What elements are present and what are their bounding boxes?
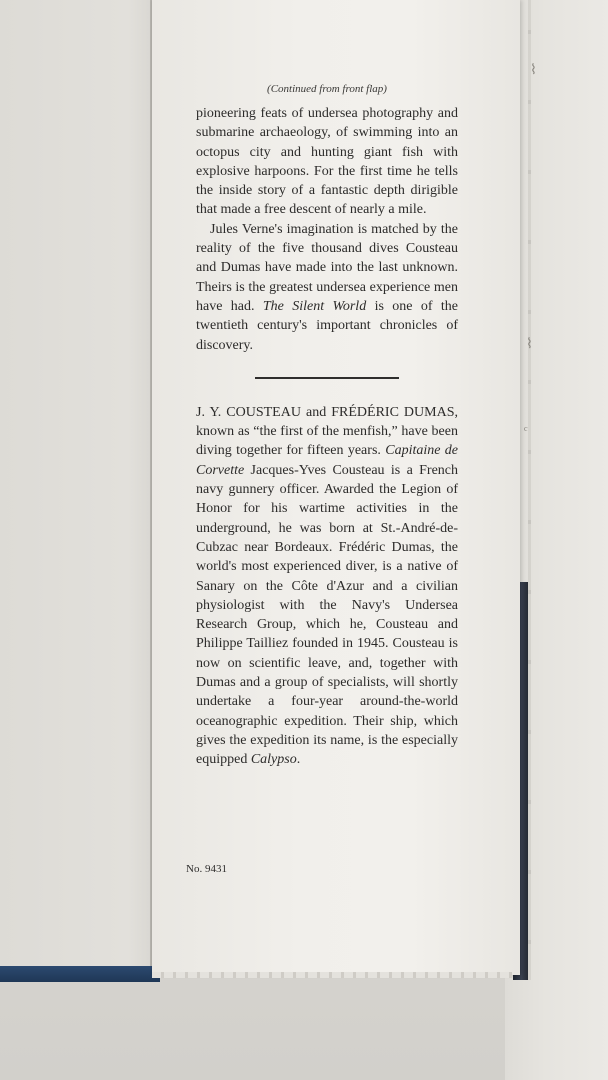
bio-rank: Capitaine de Corvette: [196, 443, 459, 478]
book-cover-left: [0, 0, 160, 972]
continued-note: (Continued from front flap): [267, 83, 387, 95]
bio-text-1: J. Y. COUSTEAU and FRÉDÉRIC DUMAS, known as “the first of the menfish,” have been diving together for fifteen years.: [196, 404, 458, 459]
paper-scuff-mark: ⌇: [526, 337, 533, 352]
torn-jacket-edge: [528, 0, 531, 980]
cover-blue-edge: [0, 966, 160, 982]
book-title: The Silent World: [262, 298, 367, 314]
flap-ragged-bottom-edge: [152, 972, 512, 978]
paper-scuff-mark: ᶜ: [524, 424, 528, 439]
paragraph-2-text: Jules Verne's imagination is matched by the reality of the five thousand dives Cousteau and Dumas have made into the last unknown. Theirs is the greatest undersea experience men have had.: [196, 221, 458, 314]
body-paragraph-2: [196, 220, 458, 355]
catalog-number: No. 9431: [186, 863, 227, 875]
paragraph-2-ending: is one of the twentieth century's important chronicles of discovery.: [196, 298, 458, 353]
flap-text-column: [196, 82, 458, 770]
bio-text-2: Jacques-Yves Cousteau is a French navy gunnery officer. Awarded the Legion of Honor for his wartime activities in the underground, he was born at St.-André-de-Cubzac near Bordeaux. Frédéric Dumas, the world's most experienced diver, is a native of Sanary on the Côte d'Azur and a civilian physiologist with the Navy's Undersea Research Group, which he, Cousteau and Philippe Tailliez founded in 1945. Cousteau is now on scientific leave, and, together with Dumas and a group of specialists, will shortly undertake a four-year around-the-world oceanographic expedition. Their ship, which gives the expedition its name, is the especially equipped: [196, 462, 458, 768]
ship-name: Calypso: [250, 752, 297, 768]
section-divider-rule: [255, 377, 399, 379]
paper-scuff-mark: ⌇: [530, 63, 537, 78]
author-bio: [196, 403, 458, 770]
body-paragraph-1: pioneering feats of undersea photography and submarine archaeology, of swimming into an octopus city and hunting giant fish with explosive harpoons. For the first time he tells the inside story of a fantastic depth dirigible that made a free descent of nearly a mile.: [196, 106, 458, 218]
bio-text-3: .: [296, 752, 301, 768]
